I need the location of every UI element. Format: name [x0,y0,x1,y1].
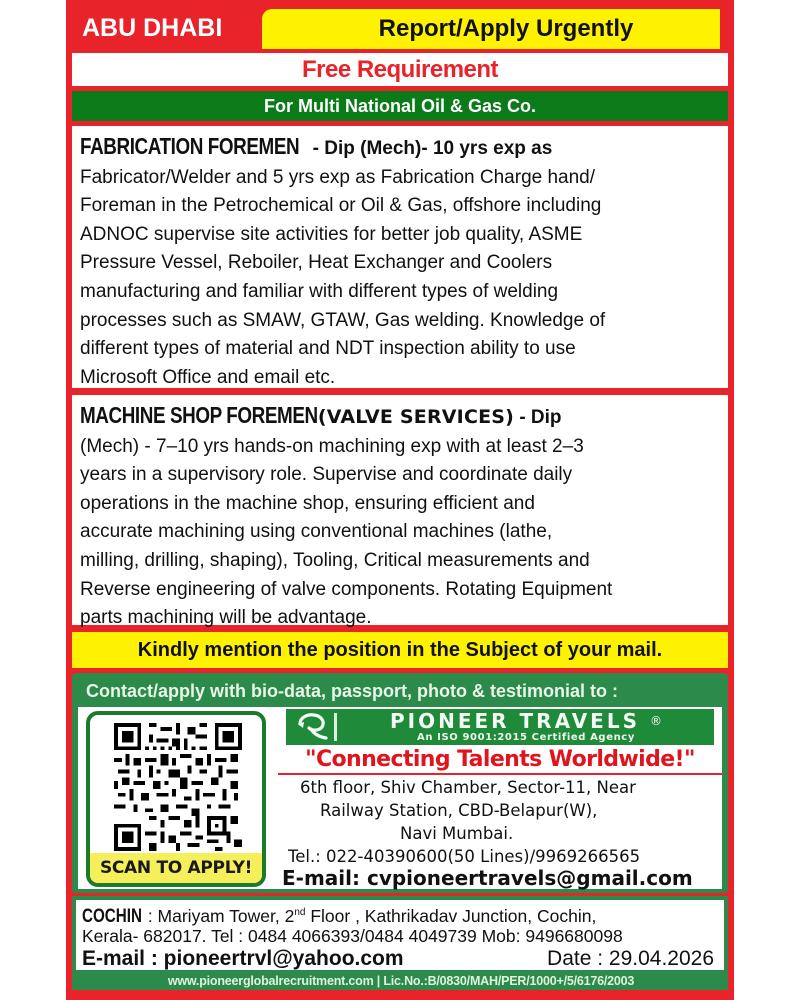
job-line: processes such as SMAW, GTAW, Gas welding. Knowledge of [80,309,606,331]
client-banner: For Multi National Oil & Gas Co. [72,91,728,121]
company-tagline: "Connecting Talents Worldwide!" [278,745,722,775]
job-line: years in a supervisory role. Supervise and coordinate daily [80,464,573,486]
contact-body [78,707,722,889]
contact-email-link[interactable]: E-mail: cvpioneertravels@gmail.com [282,866,693,890]
address-line: 6th floor, Shiv Chamber, Sector-11, Near [300,778,636,797]
job-title: FABRICATION FOREMEN [80,133,300,159]
registered-mark-icon: ® [649,714,662,728]
website-license-footer[interactable]: www.pioneerglobalrecruitment.com | Lic.No.:B/0830/MAH/PER/1000+/5/6176/2003 [167,974,635,988]
job-line: Pressure Vessel, Reboiler, Heat Exchanger and Coolers [80,252,553,274]
job-line: manufacturing and familiar with different types of welding [80,280,559,302]
cochin-email-date-line [82,946,718,972]
job-line: Microsoft Office and email etc. [80,366,336,388]
contact-panel [72,673,728,893]
job-line: parts machining will be advantage. [80,607,372,629]
job-fabrication-foremen [72,126,728,388]
scan-to-apply-label: SCAN TO APPLY! [90,853,262,883]
contact-heading: Contact/apply with bio-data, passport, photo & testimonial to : [86,681,619,701]
company-name: PIONEER TRAVELS ® [390,709,662,733]
subject-notice: Kindly mention the position in the Subject of your mail. [72,632,728,668]
qr-code-icon[interactable] [112,723,244,851]
telephone: Tel.: 022-40390600(50 Lines)/9969266565 [288,847,641,866]
job-line: milling, drilling, shaping), Tooling, Critical measurements and [80,549,590,571]
job-machine-shop-foremen [72,395,728,629]
post-date: Date : 29.04.2026 [547,947,714,970]
cochin-phone-line: Kerala- 682017. Tel : 0484 4066393/0484 4049739 Mob: 9496680098 [82,926,623,946]
job-line: Fabricator/Welder and 5 yrs exp as Fabrication Charge hand/ [80,166,596,188]
free-requirement-banner: Free Requirement [72,53,728,86]
qr-card[interactable] [86,711,266,887]
job-line: accurate machining using conventional machines (lathe, [80,521,553,543]
job-line: (Mech) - 7–10 yrs hands-on machining exp with at least 2–3 [80,435,584,457]
job-line: Foreman in the Petrochemical or Oil & Gas, offshore including [80,195,602,217]
job-subtitle: (VALVE SERVICES) [317,406,515,428]
cochin-label: COCHIN [82,905,142,927]
job-line: operations in the machine shop, ensuring efficient and [80,492,535,514]
cochin-office-panel [72,896,728,990]
iso-certification: An ISO 9001:2015 Certified Agency [417,732,635,743]
cochin-office-body [76,900,724,970]
address-line: Railway Station, CBD-Belapur(W), [320,801,598,820]
job-title: MACHINE SHOP FOREMEN [80,402,318,428]
location-label: ABU DHABI [82,14,223,42]
job-line: ADNOC supervise site activities for better job quality, ASME [80,223,583,245]
job-advertisement-poster [66,0,734,1000]
address-line: Navi Mumbai. [400,824,514,843]
cochin-address-line: COCHIN : Mariyam Tower, 2nd Floor , Kathrikadav Junction, Cochin, [82,905,597,927]
job-line: - Dip (Mech)- 10 yrs exp as [307,138,553,159]
pioneer-logo-icon [294,712,330,742]
job-line: - Dip [514,407,562,428]
logo-divider [334,713,337,741]
company-logo-banner [286,709,714,745]
cochin-email-link[interactable]: E-mail : pioneertrvl@yahoo.com [82,947,404,970]
job-line: different types of material and NDT inspection ability to use [80,338,576,360]
job-line: Reverse engineering of valve components. Rotating Equipment [80,578,613,600]
urgency-banner: Report/Apply Urgently [262,9,720,49]
